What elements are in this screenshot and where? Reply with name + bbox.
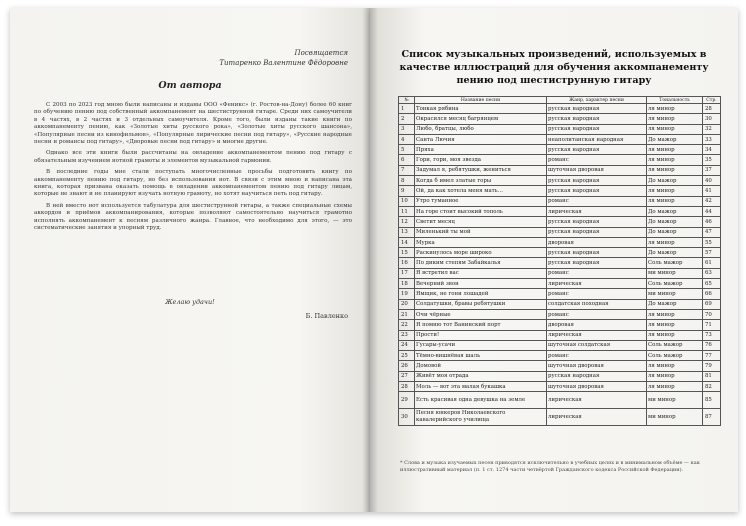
song-genre: русская народная bbox=[547, 145, 647, 155]
song-key: ля минор bbox=[647, 196, 703, 206]
wish-text: Желаю удачи! bbox=[165, 298, 215, 306]
song-number: 27 bbox=[399, 371, 415, 381]
footnote: * Слова и музыка изучаемых песен приводятся исключительно в учебных целях и в минимальном объёме — как иллюстративный материал (п. 1 ст. 1274 части четвёртой Гражданского кодекса Российской Федерации). bbox=[400, 460, 700, 473]
song-key: До мажор bbox=[647, 134, 703, 144]
song-genre: романс bbox=[547, 268, 647, 278]
song-title: Ой, да как хотела меня мать… bbox=[415, 186, 547, 196]
column-header: Тональность bbox=[647, 97, 703, 104]
dedication bbox=[128, 48, 348, 68]
song-genre: лирическая bbox=[547, 409, 647, 426]
song-genre: романс bbox=[547, 196, 647, 206]
song-title: Тёмно-вишнёвая шаль bbox=[415, 351, 547, 361]
song-genre: лирическая bbox=[547, 392, 647, 409]
song-title: Есть красивая одна девушка на земле bbox=[415, 392, 547, 409]
song-page: 47 bbox=[703, 227, 721, 237]
song-number: 3 bbox=[399, 124, 415, 134]
paragraph: В последние годы мне стали поступать многочисленные просьбы подготовить книгу по аккомпанементу пению под гитару, но без использования нот. В связи с этим мною и написана эта книга, которая призвана оказать помощь в овладении аккомпанементом пению под гитару лицам, которые не знают и не планируют изучать нотную грамоту, но хотят научиться петь под гитару. bbox=[34, 169, 352, 198]
song-genre: шуточная дворовая bbox=[547, 361, 647, 371]
song-title: Окрасился месяц багрянцем bbox=[415, 114, 547, 124]
song-page: 30 bbox=[703, 114, 721, 124]
table-row bbox=[399, 392, 721, 409]
song-number: 12 bbox=[399, 217, 415, 227]
table-row bbox=[399, 104, 721, 114]
table-row bbox=[399, 268, 721, 278]
song-title: Вечерний звон bbox=[415, 279, 547, 289]
song-title: Домовой bbox=[415, 361, 547, 371]
song-title: Песня юнкеров Николаевского кавалерийского училища bbox=[415, 409, 547, 426]
song-page: 70 bbox=[703, 309, 721, 319]
song-number: 18 bbox=[399, 279, 415, 289]
song-number: 24 bbox=[399, 340, 415, 350]
song-key: До мажор bbox=[647, 227, 703, 237]
song-key: ля минор bbox=[647, 309, 703, 319]
song-title: Любо, братцы, любо bbox=[415, 124, 547, 134]
song-genre: романс bbox=[547, 289, 647, 299]
song-page: 66 bbox=[703, 289, 721, 299]
song-key: ля минор bbox=[647, 124, 703, 134]
song-title: На горе стоит высокий тополь bbox=[415, 206, 547, 216]
list-title: Список музыкальных произведений, используемых в качестве иллюстраций для обучения аккомпанементу пению под шестиструнную гитару bbox=[399, 49, 709, 86]
song-key: ля минор bbox=[647, 330, 703, 340]
song-genre: лирическая bbox=[547, 279, 647, 289]
song-number: 20 bbox=[399, 299, 415, 309]
column-header: Название песни bbox=[415, 97, 547, 104]
song-number: 6 bbox=[399, 155, 415, 165]
table-row bbox=[399, 340, 721, 350]
song-number: 30 bbox=[399, 409, 415, 426]
songs-table bbox=[398, 96, 721, 426]
song-number: 21 bbox=[399, 309, 415, 319]
song-number: 28 bbox=[399, 382, 415, 392]
song-page: 32 bbox=[703, 124, 721, 134]
song-page: 37 bbox=[703, 165, 721, 175]
table-row bbox=[399, 279, 721, 289]
song-number: 15 bbox=[399, 248, 415, 258]
table-row bbox=[399, 361, 721, 371]
song-key: Соль мажор bbox=[647, 351, 703, 361]
song-number: 23 bbox=[399, 330, 415, 340]
song-page: 55 bbox=[703, 237, 721, 247]
song-key: ля минор bbox=[647, 155, 703, 165]
song-genre: шуточная солдатская bbox=[547, 340, 647, 350]
song-key: ля минор bbox=[647, 114, 703, 124]
song-page: 28 bbox=[703, 104, 721, 114]
song-number: 7 bbox=[399, 165, 415, 175]
table-row bbox=[399, 237, 721, 247]
table-row bbox=[399, 155, 721, 165]
song-title: Ямщик, не гони лошадей bbox=[415, 289, 547, 299]
table-row bbox=[399, 258, 721, 268]
song-page: 63 bbox=[703, 268, 721, 278]
song-page: 40 bbox=[703, 176, 721, 186]
dedication-line: Посвящается bbox=[294, 49, 348, 57]
song-key: ля минор bbox=[647, 237, 703, 247]
song-genre: русская народная bbox=[547, 248, 647, 258]
song-page: 46 bbox=[703, 217, 721, 227]
song-title: Моль — вот эта малая букашка bbox=[415, 382, 547, 392]
table-row bbox=[399, 371, 721, 381]
song-title: Тонкая рябина bbox=[415, 104, 547, 114]
song-page: 87 bbox=[703, 409, 721, 426]
table-row bbox=[399, 206, 721, 216]
table-row bbox=[399, 320, 721, 330]
song-key: ля минор bbox=[647, 145, 703, 155]
song-title: Санта Лючия bbox=[415, 134, 547, 144]
song-page: 82 bbox=[703, 382, 721, 392]
song-page: 85 bbox=[703, 392, 721, 409]
song-genre: русская народная bbox=[547, 217, 647, 227]
song-title: Мурка bbox=[415, 237, 547, 247]
song-title: Очи чёрные bbox=[415, 309, 547, 319]
column-header: Стр. bbox=[703, 97, 721, 104]
preface-text bbox=[34, 102, 352, 237]
paragraph: В ней вместо нот используется табулатура для шестиструнной гитары, а также специальные схемы аккордов и приёмов аккомпанирования, которые позволяют самостоятельно научиться грамотно исполнять аккомпанемент к песням различного жанра. Главное, что необходимо для этого, — это систематические занятия и упорный труд. bbox=[34, 202, 352, 232]
left-page bbox=[10, 8, 370, 512]
song-title: Живёт моя отрада bbox=[415, 371, 547, 381]
song-key: ми минор bbox=[647, 409, 703, 426]
song-key: Соль мажор bbox=[647, 258, 703, 268]
song-genre: русская народная bbox=[547, 186, 647, 196]
song-genre: солдатская походная bbox=[547, 299, 647, 309]
song-title: Раскинулось море широко bbox=[415, 248, 547, 258]
song-genre: лирическая bbox=[547, 330, 647, 340]
song-title: Утро туманное bbox=[415, 196, 547, 206]
table-row bbox=[399, 227, 721, 237]
table-row bbox=[399, 289, 721, 299]
song-number: 19 bbox=[399, 289, 415, 299]
song-page: 34 bbox=[703, 145, 721, 155]
song-genre: русская народная bbox=[547, 371, 647, 381]
song-genre: русская народная bbox=[547, 227, 647, 237]
song-title: Миленький ты мой bbox=[415, 227, 547, 237]
table-row bbox=[399, 196, 721, 206]
song-page: 73 bbox=[703, 330, 721, 340]
song-genre: русская народная bbox=[547, 258, 647, 268]
song-genre: дворовая bbox=[547, 237, 647, 247]
song-number: 9 bbox=[399, 186, 415, 196]
song-title: Солдатушки, бравы ребятушки bbox=[415, 299, 547, 309]
song-title: Когда б имел златые горы bbox=[415, 176, 547, 186]
song-key: ля минор bbox=[647, 104, 703, 114]
song-page: 35 bbox=[703, 155, 721, 165]
song-page: 69 bbox=[703, 299, 721, 309]
song-number: 4 bbox=[399, 134, 415, 144]
song-key: До мажор bbox=[647, 176, 703, 186]
song-number: 22 bbox=[399, 320, 415, 330]
song-key: ля минор bbox=[647, 165, 703, 175]
song-page: 42 bbox=[703, 196, 721, 206]
song-key: ля минор bbox=[647, 371, 703, 381]
table-row bbox=[399, 299, 721, 309]
table-row bbox=[399, 134, 721, 144]
song-key: ми минор bbox=[647, 268, 703, 278]
author-signature: Б. Павленко bbox=[305, 312, 348, 320]
table-row bbox=[399, 382, 721, 392]
song-key: ля минор bbox=[647, 382, 703, 392]
song-key: ля минор bbox=[647, 186, 703, 196]
song-key: До мажор bbox=[647, 217, 703, 227]
song-number: 13 bbox=[399, 227, 415, 237]
song-genre: романс bbox=[547, 351, 647, 361]
song-title: Я встретил вас bbox=[415, 268, 547, 278]
song-title: Прости! bbox=[415, 330, 547, 340]
paragraph: Однако все эти книги были рассчитаны на овладение аккомпанементом пению под гитару с обязательным изучением нотной грамоты и элементов музыкальной гармонии. bbox=[34, 150, 352, 164]
song-page: 81 bbox=[703, 371, 721, 381]
song-key: Соль мажор bbox=[647, 279, 703, 289]
song-genre: русская народная bbox=[547, 124, 647, 134]
table-row bbox=[399, 165, 721, 175]
song-page: 79 bbox=[703, 361, 721, 371]
song-page: 61 bbox=[703, 258, 721, 268]
song-number: 8 bbox=[399, 176, 415, 186]
table-row bbox=[399, 409, 721, 426]
song-key: ля минор bbox=[647, 361, 703, 371]
table-body bbox=[399, 104, 721, 426]
song-genre: дворовая bbox=[547, 320, 647, 330]
table-row bbox=[399, 124, 721, 134]
table-row bbox=[399, 114, 721, 124]
song-page: 33 bbox=[703, 134, 721, 144]
song-title: Я помню тот Ванинский порт bbox=[415, 320, 547, 330]
song-key: ми минор bbox=[647, 392, 703, 409]
song-page: 57 bbox=[703, 248, 721, 258]
column-header: № bbox=[399, 97, 415, 104]
table-row bbox=[399, 248, 721, 258]
song-key: До мажор bbox=[647, 299, 703, 309]
song-number: 14 bbox=[399, 237, 415, 247]
song-page: 41 bbox=[703, 186, 721, 196]
song-number: 2 bbox=[399, 114, 415, 124]
song-genre: лирическая bbox=[547, 206, 647, 216]
song-number: 5 bbox=[399, 145, 415, 155]
table-row bbox=[399, 351, 721, 361]
song-number: 1 bbox=[399, 104, 415, 114]
song-number: 16 bbox=[399, 258, 415, 268]
song-genre: шуточная дворовая bbox=[547, 382, 647, 392]
song-genre: шуточная дворовая bbox=[547, 165, 647, 175]
right-page bbox=[370, 8, 738, 512]
table-row bbox=[399, 217, 721, 227]
song-key: Соль мажор bbox=[647, 340, 703, 350]
dedication-line: Титаренко Валентине Фёдоровне bbox=[219, 59, 348, 67]
song-number: 17 bbox=[399, 268, 415, 278]
song-genre: неаполитанская народная bbox=[547, 134, 647, 144]
paragraph: С 2003 по 2023 год мною были написаны и изданы ООО «Феникс» (г. Ростов-на-Дону) более 60 книг по обучению пению под собственный аккомпанемент на шестиструнной гитаре. Среди них самоучители в 4 частях, в 2 частях и 3 отдельных самоучителя. Кроме того, были изданы такие книги по аккомпанементу пению, как «Золотые хиты русского рока», «Золотые хиты русского шансона», «Популярные песни из кинофильмов», «Популярные лирические песни под гитару», «Русские народные песни и романсы под гитару», «Дворовые песни под гитару» и многие другие. bbox=[34, 102, 352, 146]
table-row bbox=[399, 330, 721, 340]
song-page: 65 bbox=[703, 279, 721, 289]
table-row bbox=[399, 186, 721, 196]
song-key: До мажор bbox=[647, 248, 703, 258]
song-title: Светит месяц bbox=[415, 217, 547, 227]
song-key: ми минор bbox=[647, 289, 703, 299]
song-genre: романс bbox=[547, 309, 647, 319]
song-genre: русская народная bbox=[547, 104, 647, 114]
song-number: 26 bbox=[399, 361, 415, 371]
table-header-row bbox=[399, 97, 721, 104]
song-page: 77 bbox=[703, 351, 721, 361]
book-spread bbox=[10, 8, 738, 520]
song-title: По диким степям Забайкалья bbox=[415, 258, 547, 268]
song-genre: романс bbox=[547, 155, 647, 165]
song-page: 76 bbox=[703, 340, 721, 350]
table-row bbox=[399, 176, 721, 186]
song-genre: русская народная bbox=[547, 114, 647, 124]
song-key: ля минор bbox=[647, 320, 703, 330]
song-key: До мажор bbox=[647, 206, 703, 216]
song-title: Гусары-усачи bbox=[415, 340, 547, 350]
song-page: 71 bbox=[703, 320, 721, 330]
author-heading: От автора bbox=[158, 80, 222, 91]
table-row bbox=[399, 145, 721, 155]
song-number: 25 bbox=[399, 351, 415, 361]
song-number: 11 bbox=[399, 206, 415, 216]
song-number: 29 bbox=[399, 392, 415, 409]
song-title: Пряха bbox=[415, 145, 547, 155]
song-genre: русская народная bbox=[547, 176, 647, 186]
song-page: 44 bbox=[703, 206, 721, 216]
table-row bbox=[399, 309, 721, 319]
song-title: Гори, гори, моя звезда bbox=[415, 155, 547, 165]
song-title: Задумал я, ребятушки, жениться bbox=[415, 165, 547, 175]
song-number: 10 bbox=[399, 196, 415, 206]
column-header: Жанр, характер песни bbox=[547, 97, 647, 104]
